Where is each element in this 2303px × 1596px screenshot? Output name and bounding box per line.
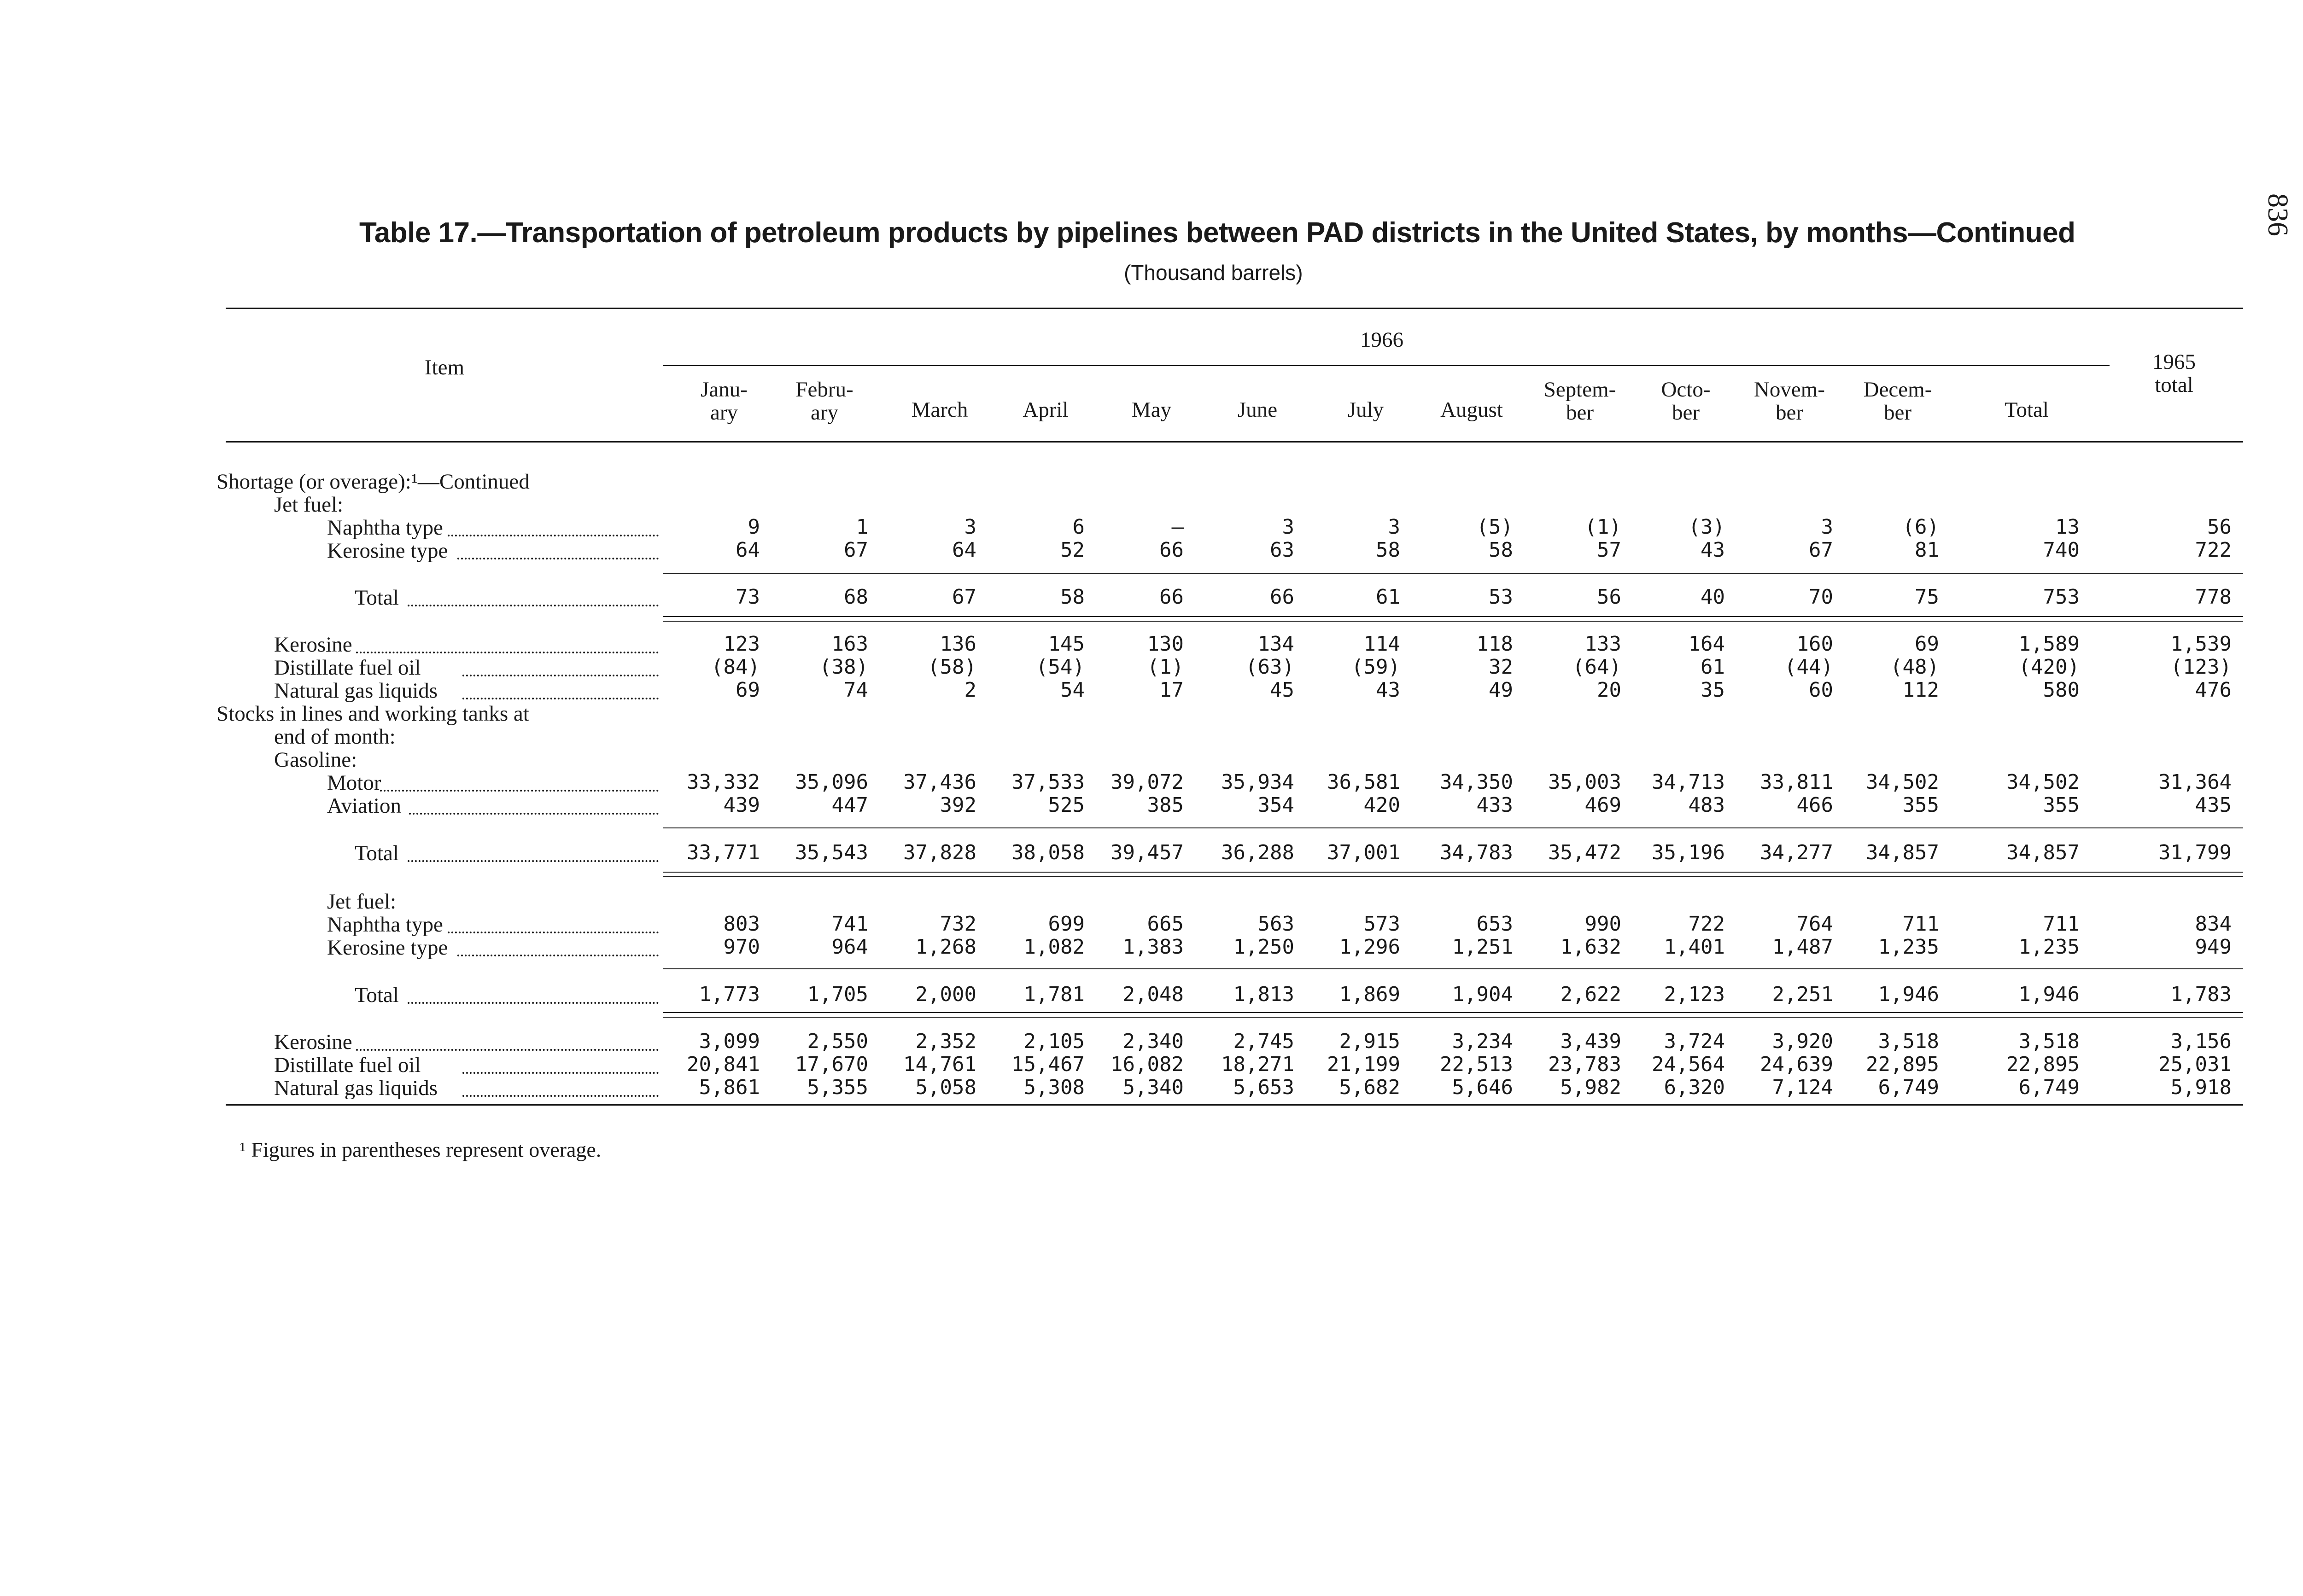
table-cell: 37,828 <box>903 841 976 864</box>
table-cell: 665 <box>1147 912 1184 936</box>
table-cell: 6 <box>1072 515 1085 539</box>
table-cell: 2,048 <box>1122 983 1184 1006</box>
table-cell: 112 <box>1902 678 1939 702</box>
table-cell: 1,813 <box>1233 983 1294 1006</box>
row-label: Total <box>355 587 399 609</box>
bottom-rule <box>226 1104 2243 1106</box>
dot-leader <box>462 1072 659 1074</box>
row-label: Kerosine type <box>327 540 448 562</box>
table-cell: 33,332 <box>687 770 760 794</box>
footnote: ¹ Figures in parentheses represent overage. <box>240 1138 602 1161</box>
table-cell: 435 <box>2195 793 2232 817</box>
last-col-header-1: 1965 <box>2152 350 2196 374</box>
table-cell: 25,031 <box>2158 1053 2232 1076</box>
table-cell: 67 <box>952 585 976 609</box>
table-cell: 1,235 <box>1878 935 1939 959</box>
table-cell: 1,487 <box>1772 935 1833 959</box>
table-cell: 5,355 <box>807 1076 868 1099</box>
table-cell: 45 <box>1270 678 1294 702</box>
table-cell: 118 <box>1476 632 1513 656</box>
dot-leader <box>409 813 659 815</box>
table-cell: (54) <box>1036 655 1085 679</box>
table-cell: 57 <box>1597 538 1621 562</box>
table-cell: 580 <box>2043 678 2080 702</box>
table-cell: 722 <box>2195 538 2232 562</box>
column-header: March <box>911 398 968 422</box>
table-cell: 34,783 <box>1440 841 1513 864</box>
table-cell: (64) <box>1572 655 1621 679</box>
table-cell: 970 <box>723 935 760 959</box>
table-cell: 3,234 <box>1452 1030 1513 1053</box>
table-cell: 1,781 <box>1023 983 1085 1006</box>
row-label: Naphtha type <box>327 517 443 539</box>
table-cell: 64 <box>952 538 976 562</box>
total-rule <box>663 968 2243 969</box>
table-cell: 160 <box>1796 632 1833 656</box>
column-header: ary <box>810 401 838 425</box>
total-rule <box>663 1017 2243 1018</box>
table-cell: (5) <box>1476 515 1513 539</box>
table-cell: 5,308 <box>1023 1076 1085 1099</box>
table-cell: 5,682 <box>1339 1076 1400 1099</box>
table-cell: 1,082 <box>1023 935 1085 959</box>
column-header: May <box>1131 398 1172 422</box>
table-cell: 53 <box>1489 585 1513 609</box>
table-cell: 56 <box>1597 585 1621 609</box>
table-cell: 355 <box>2043 793 2080 817</box>
table-cell: 33,771 <box>687 841 760 864</box>
table-cell: 35,196 <box>1652 841 1725 864</box>
table-cell: 3 <box>1388 515 1400 539</box>
table-cell: 964 <box>831 935 868 959</box>
row-label: Motor <box>327 772 381 794</box>
table-cell: — <box>1171 515 1184 539</box>
row-label: Natural gas liquids <box>274 1078 438 1099</box>
table-cell: 73 <box>736 585 760 609</box>
table-cell: 354 <box>1257 793 1294 817</box>
table-cell: 58 <box>1060 585 1085 609</box>
table-cell: 433 <box>1476 793 1513 817</box>
row-label: end of month: <box>274 725 396 749</box>
table-cell: 133 <box>1584 632 1621 656</box>
table-cell: 525 <box>1048 793 1085 817</box>
table-cell: 5,646 <box>1452 1076 1513 1099</box>
dot-leader <box>408 860 659 862</box>
table-cell: 1,250 <box>1233 935 1294 959</box>
table-cell: 6,749 <box>2018 1076 2080 1099</box>
table-cell: 70 <box>1809 585 1833 609</box>
column-header-line1: Decem- <box>1863 378 1932 402</box>
table-cell: 21,199 <box>1327 1053 1400 1076</box>
dot-leader <box>448 535 659 536</box>
table-cell: 778 <box>2195 585 2232 609</box>
table-cell: 1,539 <box>2170 632 2232 656</box>
total-rule <box>663 621 2243 622</box>
table-cell: 37,001 <box>1327 841 1400 864</box>
table-cell: 1,268 <box>915 935 976 959</box>
table-cell: 22,895 <box>2006 1053 2080 1076</box>
row-label: Distillate fuel oil <box>274 1054 421 1076</box>
table-cell: 20,841 <box>687 1053 760 1076</box>
table-cell: 711 <box>1902 912 1939 936</box>
row-label: Stocks in lines and working tanks at <box>216 702 529 726</box>
table-cell: 3 <box>1821 515 1833 539</box>
table-cell: 1,773 <box>699 983 760 1006</box>
table-cell: 1,251 <box>1452 935 1513 959</box>
table-cell: 2,915 <box>1339 1030 1400 1053</box>
table-cell: 34,502 <box>1866 770 1939 794</box>
table-cell: 1,705 <box>807 983 868 1006</box>
table-cell: 164 <box>1688 632 1725 656</box>
table-cell: 66 <box>1159 538 1184 562</box>
row-label: Kerosine type <box>327 937 448 959</box>
table-cell: 22,513 <box>1440 1053 1513 1076</box>
table-cell: 753 <box>2043 585 2080 609</box>
table-cell: 35 <box>1701 678 1725 702</box>
table-cell: 130 <box>1147 632 1184 656</box>
table-cell: 17,670 <box>795 1053 868 1076</box>
table-cell: (58) <box>928 655 976 679</box>
table-cell: 1,589 <box>2018 632 2080 656</box>
column-header-line1: Septem- <box>1543 378 1616 402</box>
table-cell: 74 <box>844 678 868 702</box>
table-cell: (59) <box>1351 655 1400 679</box>
table-cell: 3,439 <box>1560 1030 1621 1053</box>
table-cell: 136 <box>940 632 976 656</box>
table-cell: 6,320 <box>1664 1076 1725 1099</box>
year-group-header: 1966 <box>1360 328 1403 352</box>
table-cell: 1,632 <box>1560 935 1621 959</box>
table-cell: 1,783 <box>2170 983 2232 1006</box>
table-cell: 17 <box>1159 678 1184 702</box>
table-cell: 741 <box>831 912 868 936</box>
table-cell: 711 <box>2043 912 2080 936</box>
table-cell: 699 <box>1048 912 1085 936</box>
table-cell: 37,533 <box>1011 770 1085 794</box>
table-cell: 145 <box>1048 632 1085 656</box>
column-header: April <box>1023 398 1069 422</box>
table-cell: 36,581 <box>1327 770 1400 794</box>
table-cell: 653 <box>1476 912 1513 936</box>
table-cell: 31,364 <box>2158 770 2232 794</box>
table-cell: 563 <box>1257 912 1294 936</box>
table-cell: 66 <box>1159 585 1184 609</box>
table-cell: 392 <box>940 793 976 817</box>
table-cell: 52 <box>1060 538 1085 562</box>
column-header-line1: Novem- <box>1754 378 1825 402</box>
table-cell: 61 <box>1701 655 1725 679</box>
table-cell: 20 <box>1597 678 1621 702</box>
table-cell: 39,457 <box>1111 841 1184 864</box>
total-rule <box>663 1012 2243 1013</box>
row-label: Total <box>355 843 399 864</box>
dot-leader <box>457 955 659 956</box>
table-cell: 1,235 <box>2018 935 2080 959</box>
table-cell: (123) <box>2170 655 2232 679</box>
table-cell: 40 <box>1701 585 1725 609</box>
table-cell: 420 <box>1363 793 1400 817</box>
row-label: Kerosine <box>274 1031 352 1053</box>
dot-leader <box>356 652 659 653</box>
table-cell: 34,857 <box>2006 841 2080 864</box>
table-cell: 1,383 <box>1122 935 1184 959</box>
table-cell: 1 <box>856 515 868 539</box>
table-cell: 35,472 <box>1548 841 1621 864</box>
table-cell: 31,799 <box>2158 841 2232 864</box>
table-cell: 439 <box>723 793 760 817</box>
total-rule <box>663 573 2243 574</box>
table-cell: 43 <box>1701 538 1725 562</box>
table-cell: 2,105 <box>1023 1030 1085 1053</box>
table-cell: 35,003 <box>1548 770 1621 794</box>
dot-leader <box>457 558 659 559</box>
table-cell: 469 <box>1584 793 1621 817</box>
row-label: Jet fuel: <box>274 493 344 517</box>
table-title: Table 17.—Transportation of petroleum products by pipelines between PAD districts in the United States, by months—Continued <box>359 217 2075 249</box>
table-cell: 9 <box>748 515 760 539</box>
table-cell: 5,058 <box>915 1076 976 1099</box>
dot-leader <box>380 790 659 792</box>
table-cell: 1,946 <box>1878 983 1939 1006</box>
table-cell: 58 <box>1376 538 1400 562</box>
total-rule <box>663 876 2243 877</box>
table-cell: 1,946 <box>2018 983 2080 1006</box>
table-cell: 355 <box>1902 793 1939 817</box>
table-cell: 803 <box>723 912 760 936</box>
last-col-header-2: total <box>2155 373 2193 397</box>
table-cell: 34,502 <box>2006 770 2080 794</box>
table-cell: 1,904 <box>1452 983 1513 1006</box>
table-cell: (44) <box>1784 655 1833 679</box>
top-rule <box>226 308 2243 309</box>
table-cell: 63 <box>1270 538 1294 562</box>
table-cell: 1,296 <box>1339 935 1400 959</box>
table-cell: 123 <box>723 632 760 656</box>
table-cell: 3,518 <box>2018 1030 2080 1053</box>
column-header-line1: Janu- <box>701 378 748 402</box>
table-cell: 5,918 <box>2170 1076 2232 1099</box>
column-header: Total <box>2005 398 2049 422</box>
table-cell: 722 <box>1688 912 1725 936</box>
table-cell: 447 <box>831 793 868 817</box>
table-cell: (38) <box>819 655 868 679</box>
table-cell: 163 <box>831 632 868 656</box>
table-cell: 573 <box>1363 912 1400 936</box>
table-cell: 990 <box>1584 912 1621 936</box>
table-cell: 3 <box>1282 515 1294 539</box>
table-cell: 15,467 <box>1011 1053 1085 1076</box>
header-bottom-rule <box>226 441 2243 443</box>
page-number: 836 <box>2262 193 2293 236</box>
column-header: ber <box>1566 401 1594 425</box>
table-cell: (420) <box>2018 655 2080 679</box>
table-cell: 2,745 <box>1233 1030 1294 1053</box>
table-cell: 34,713 <box>1652 770 1725 794</box>
table-cell: 16,082 <box>1111 1053 1184 1076</box>
table-cell: 54 <box>1060 678 1085 702</box>
row-label: Distillate fuel oil <box>274 657 421 679</box>
table-cell: (48) <box>1890 655 1939 679</box>
column-header-line1: Octo- <box>1661 378 1711 402</box>
table-cell: 2,352 <box>915 1030 976 1053</box>
table-cell: 34,857 <box>1866 841 1939 864</box>
row-label: Aviation <box>327 795 401 817</box>
table-cell: 75 <box>1915 585 1939 609</box>
column-header: June <box>1237 398 1278 422</box>
table-cell: 385 <box>1147 793 1184 817</box>
table-cell: 36,288 <box>1221 841 1294 864</box>
table-cell: 37,436 <box>903 770 976 794</box>
table-cell: 3,724 <box>1664 1030 1725 1053</box>
table-cell: 39,072 <box>1111 770 1184 794</box>
table-cell: 834 <box>2195 912 2232 936</box>
table-cell: 2,340 <box>1122 1030 1184 1053</box>
table-cell: 14,761 <box>903 1053 976 1076</box>
table-cell: 2,123 <box>1664 983 1725 1006</box>
table-cell: 740 <box>2043 538 2080 562</box>
table-cell: 2,622 <box>1560 983 1621 1006</box>
column-header: July <box>1347 398 1384 422</box>
table-cell: 13 <box>2055 515 2080 539</box>
column-header: ber <box>1775 401 1803 425</box>
table-cell: 2,251 <box>1772 983 1833 1006</box>
table-cell: 61 <box>1376 585 1400 609</box>
table-cell: 6,749 <box>1878 1076 1939 1099</box>
column-header: August <box>1440 398 1503 422</box>
table-cell: 3,920 <box>1772 1030 1833 1053</box>
table-cell: (1) <box>1147 655 1184 679</box>
column-header: ary <box>710 401 738 425</box>
table-cell: (6) <box>1902 515 1939 539</box>
table-cell: 732 <box>940 912 976 936</box>
table-cell: 33,811 <box>1760 770 1833 794</box>
table-cell: 49 <box>1489 678 1513 702</box>
row-label: Naphtha type <box>327 914 443 936</box>
table-cell: 35,096 <box>795 770 868 794</box>
table-cell: (84) <box>711 655 760 679</box>
table-cell: 66 <box>1270 585 1294 609</box>
table-subtitle: (Thousand barrels) <box>1124 261 1303 285</box>
table-cell: 81 <box>1915 538 1939 562</box>
dot-leader <box>462 675 659 676</box>
row-label: Natural gas liquids <box>274 680 438 702</box>
table-cell: 60 <box>1809 678 1833 702</box>
item-header: Item <box>424 355 465 379</box>
dot-leader <box>462 698 659 699</box>
table-cell: 5,982 <box>1560 1076 1621 1099</box>
table-cell: (1) <box>1584 515 1621 539</box>
table-cell: 34,350 <box>1440 770 1513 794</box>
year-rule <box>663 365 2110 366</box>
table-cell: 38,058 <box>1011 841 1085 864</box>
table-cell: 949 <box>2195 935 2232 959</box>
dot-leader <box>448 932 659 933</box>
row-label: Jet fuel: <box>327 890 397 914</box>
table-cell: 24,639 <box>1760 1053 1833 1076</box>
table-cell: 5,340 <box>1122 1076 1184 1099</box>
column-header: ber <box>1672 401 1700 425</box>
total-rule <box>663 872 2243 873</box>
table-cell: (3) <box>1688 515 1725 539</box>
row-label: Gasoline: <box>274 748 357 772</box>
dot-leader <box>408 1002 659 1004</box>
total-rule <box>663 827 2243 828</box>
total-rule <box>663 616 2243 617</box>
table-cell: 24,564 <box>1652 1053 1725 1076</box>
table-cell: 56 <box>2207 515 2232 539</box>
row-label: Shortage (or overage):¹—Continued <box>216 470 530 494</box>
table-cell: (63) <box>1245 655 1294 679</box>
table-cell: 69 <box>1915 632 1939 656</box>
column-header: ber <box>1883 401 1911 425</box>
table-cell: 1,869 <box>1339 983 1400 1006</box>
row-label: Total <box>355 984 399 1006</box>
table-cell: 18,271 <box>1221 1053 1294 1076</box>
table-cell: 483 <box>1688 793 1725 817</box>
table-cell: 3,099 <box>699 1030 760 1053</box>
table-cell: 68 <box>844 585 868 609</box>
table-cell: 7,124 <box>1772 1076 1833 1099</box>
table-cell: 3,156 <box>2170 1030 2232 1053</box>
dot-leader <box>408 605 659 606</box>
dot-leader <box>462 1095 659 1097</box>
table-cell: 3,518 <box>1878 1030 1939 1053</box>
table-cell: 134 <box>1257 632 1294 656</box>
table-cell: 22,895 <box>1866 1053 1939 1076</box>
table-cell: 476 <box>2195 678 2232 702</box>
table-cell: 67 <box>844 538 868 562</box>
table-cell: 2,550 <box>807 1030 868 1053</box>
table-cell: 1,401 <box>1664 935 1725 959</box>
table-cell: 466 <box>1796 793 1833 817</box>
table-cell: 43 <box>1376 678 1400 702</box>
table-cell: 2,000 <box>915 983 976 1006</box>
table-cell: 34,277 <box>1760 841 1833 864</box>
table-cell: 35,543 <box>795 841 868 864</box>
table-cell: 764 <box>1796 912 1833 936</box>
table-cell: 64 <box>736 538 760 562</box>
table-cell: 3 <box>964 515 976 539</box>
table-cell: 32 <box>1489 655 1513 679</box>
row-label: Kerosine <box>274 634 352 656</box>
table-cell: 35,934 <box>1221 770 1294 794</box>
column-header-line1: Febru- <box>795 378 853 402</box>
table-cell: 23,783 <box>1548 1053 1621 1076</box>
table-cell: 69 <box>736 678 760 702</box>
table-cell: 67 <box>1809 538 1833 562</box>
dot-leader <box>356 1049 659 1051</box>
table-cell: 2 <box>964 678 976 702</box>
table-cell: 114 <box>1363 632 1400 656</box>
table-cell: 5,653 <box>1233 1076 1294 1099</box>
table-cell: 58 <box>1489 538 1513 562</box>
table-cell: 5,861 <box>699 1076 760 1099</box>
